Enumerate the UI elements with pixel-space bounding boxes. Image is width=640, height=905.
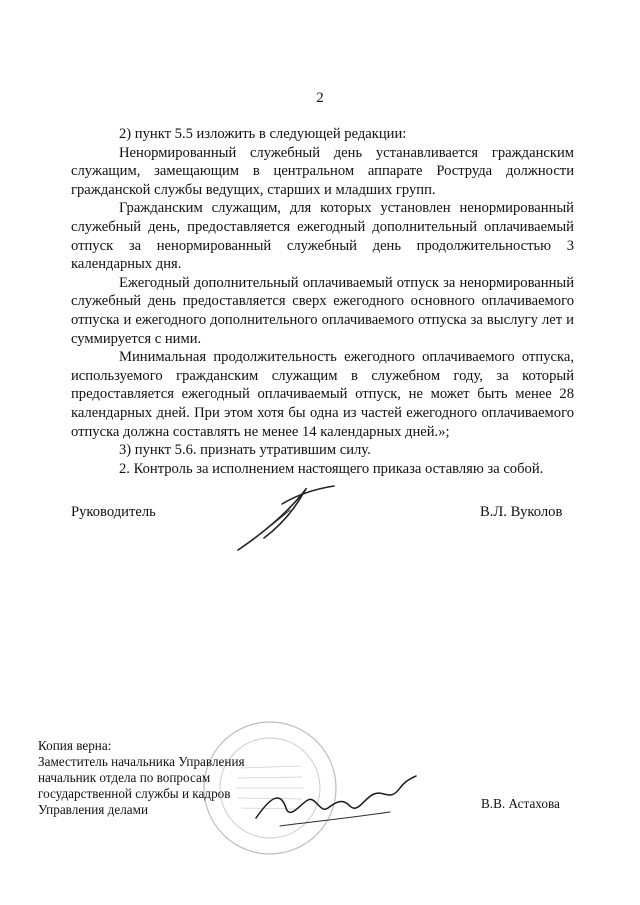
document-body: [71, 125, 574, 478]
paragraph-additional-leave: Гражданским служащим, для которых установлен ненормированный служебный день, предоставляется ежегодный дополнительный оплачиваемый отпуск за ненормированный служебный день продолжительностью 3 календарных дня.: [71, 200, 574, 273]
paragraph-minimum-duration: Минимальная продолжительность ежегодного оплачиваемого отпуска, используемого гражданским служащим в служебном году, за который предоставляется ежегодный оплачиваемый отпуск, не может быть менее 28 календарных дней. При этом хотя бы одна из частей ежегодного оплачиваемого отпуска должна составлять не менее 14 календарных дней.»;: [71, 349, 574, 440]
paragraph-control: 2. Контроль за исполнением настоящего приказа оставляю за собой.: [119, 460, 544, 477]
handwritten-signature: [230, 480, 340, 555]
signatory-title: Руководитель: [71, 504, 156, 520]
paragraph-item-2-5: 2) пункт 5.5 изложить в следующей редакции:: [119, 126, 407, 142]
copy-line: Управления делами: [38, 802, 149, 817]
copy-line: начальник отдела по вопросам: [38, 770, 211, 785]
page-number: 2: [316, 90, 324, 106]
paragraph-item-3-5-6: 3) пункт 5.6. признать утратившим силу.: [119, 442, 371, 459]
certifier-signature: [250, 768, 420, 838]
paragraph-leave-summation: Ежегодный дополнительный оплачиваемый отпуск за ненормированный служебный день предоставляется сверх ежегодного основного оплачиваемого отпуска и ежегодного дополнительного оплачиваемого отпуска за выслугу лет и суммируется с ними.: [71, 274, 574, 347]
copy-line: Заместитель начальника Управления: [38, 754, 245, 769]
copy-line: Копия верна:: [38, 738, 112, 753]
certifier-name: В.В. Астахова: [481, 796, 560, 811]
paragraph-irregular-day: Ненормированный служебный день устанавливается гражданским служащим, замещающим в центральном аппарате Роструда должности гражданской службы ведущих, старших и младших групп.: [71, 144, 574, 198]
copy-line: государственной службы и кадров: [38, 786, 231, 801]
signatory-name: В.Л. Вуколов: [480, 504, 563, 520]
copy-certification: [38, 738, 278, 818]
